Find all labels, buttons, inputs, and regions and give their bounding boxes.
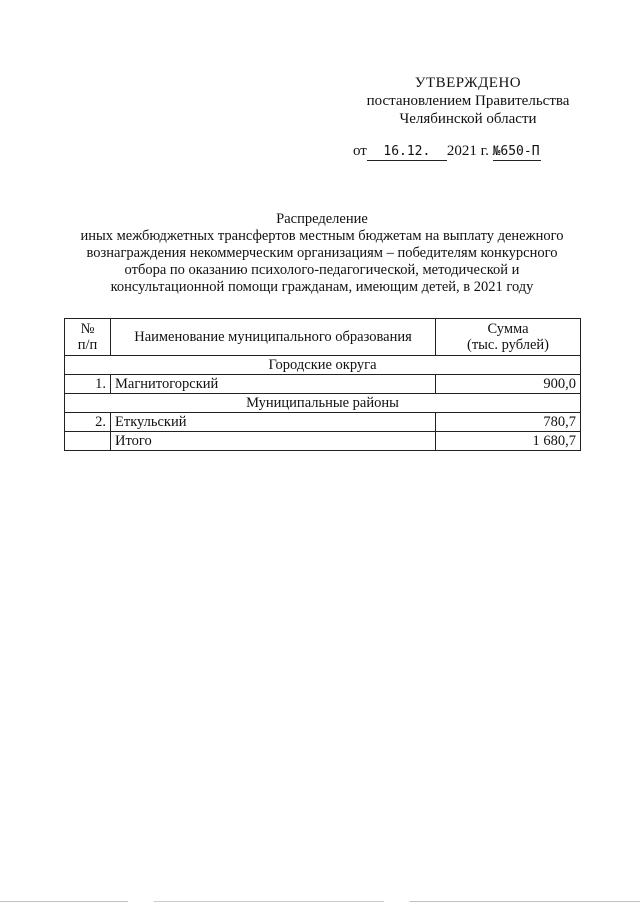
header-sum-line-1: Сумма: [487, 321, 529, 337]
table-row: [65, 375, 581, 394]
approval-line-1: постановлением Правительства: [366, 93, 570, 109]
approval-title: УТВЕРЖДЕНО: [414, 75, 522, 91]
header-num-line-1: №: [80, 321, 95, 337]
row-num: 1.: [65, 375, 111, 394]
distribution-table: [64, 318, 581, 451]
row-name: Магнитогорский: [111, 375, 436, 394]
group-row-urban-districts: [65, 356, 581, 375]
total-num-cell: [65, 432, 111, 451]
heading-line-5: консультационной помощи гражданам, имеющим детей, в 2021 году: [110, 279, 534, 295]
heading-line-3: вознаграждения некоммерческим организациям – победителям конкурсного: [86, 245, 558, 261]
total-row: [65, 432, 581, 451]
group-row-municipal-districts: [65, 394, 581, 413]
row-num: 2.: [65, 413, 111, 432]
decree-year: 2021 г.: [446, 143, 489, 159]
total-sum: 1 680,7: [436, 432, 581, 451]
header-num: [65, 319, 111, 356]
row-sum: 900,0: [436, 375, 581, 394]
row-sum: 780,7: [436, 413, 581, 432]
group-label-urban-districts: Городские округа: [65, 356, 581, 375]
decree-date: 16.12.: [367, 144, 447, 161]
heading-line-2: иных межбюджетных трансфертов местным бюджетам на выплату денежного: [80, 228, 564, 244]
decree-number: №650-П: [492, 144, 540, 159]
heading-line-1: Распределение: [276, 211, 368, 227]
decree-prefix: от: [353, 143, 367, 159]
row-name: Еткульский: [111, 413, 436, 432]
approval-stamp: [348, 74, 588, 128]
decree-line: [353, 143, 541, 161]
table-row: [65, 413, 581, 432]
header-name: Наименование муниципального образования: [111, 319, 436, 356]
heading-line-4: отбора по оказанию психолого-педагогической, методической и: [124, 262, 520, 278]
total-label: Итого: [111, 432, 436, 451]
table-header-row: [65, 319, 581, 356]
header-sum-line-2: (тыс. рублей): [467, 337, 549, 353]
scan-edge-line: [0, 901, 640, 902]
group-label-municipal-districts: Муниципальные районы: [65, 394, 581, 413]
approval-line-2: Челябинской области: [399, 111, 537, 127]
header-num-line-2: п/п: [77, 337, 98, 353]
header-sum: [436, 319, 581, 356]
document-heading: [62, 211, 582, 296]
